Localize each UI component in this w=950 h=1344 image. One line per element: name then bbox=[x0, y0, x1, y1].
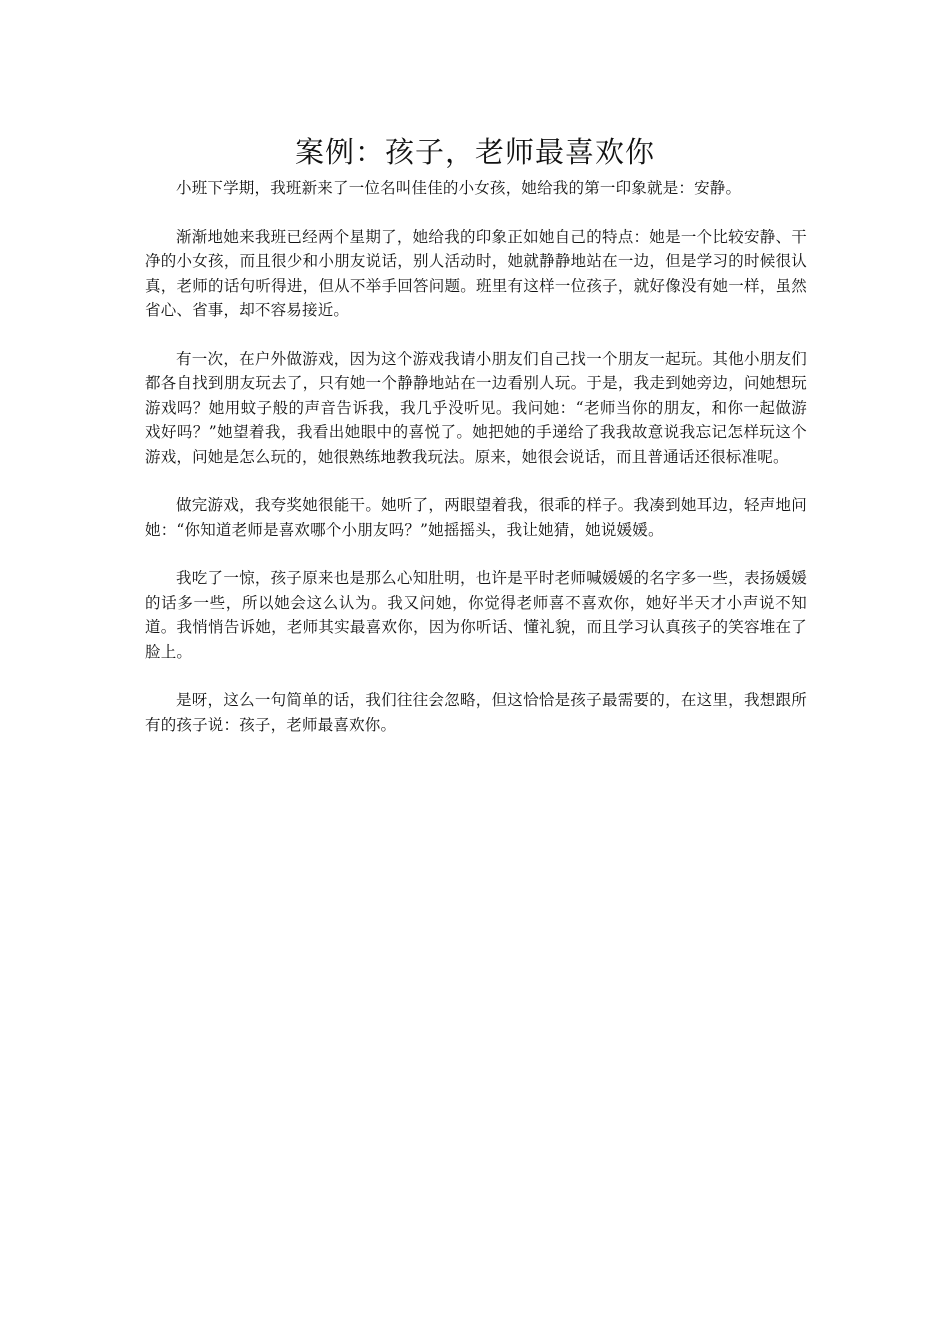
paragraph-6: 是呀，这么一句简单的话，我们往往会忽略，但这恰恰是孩子最需要的，在这里，我想跟所有的孩子说：孩子，老师最喜欢你。 bbox=[145, 691, 807, 734]
paragraph-5: 我吃了一惊，孩子原来也是那么心知肚明，也许是平时老师喊媛媛的名字多一些，表扬媛媛的话多一些，所以她会这么认为。我又问她，你觉得老师喜不喜欢你，她好半天才小声说不知道。我悄悄告诉她，老师其实最喜欢你，因为你听话、懂礼貌，而且学习认真孩子的笑容堆在了脸上。 bbox=[145, 569, 807, 661]
document-body bbox=[145, 176, 807, 761]
paragraph-1: 小班下学期，我班新来了一位名叫佳佳的小女孩，她给我的第一印象就是：安静。 bbox=[176, 179, 742, 197]
paragraph-2: 渐渐地她来我班已经两个星期了，她给我的印象正如她自己的特点：她是一个比较安静、干净的小女孩，而且很少和小朋友说话，别人活动时，她就静静地站在一边，但是学习的时候很认真，老师的话句听得进，但从不举手回答问题。班里有这样一位孩子，就好像没有她一样，虽然省心、省事，却不容易接近。 bbox=[145, 227, 807, 319]
paragraph-4: 做完游戏，我夸奖她很能干。她听了，两眼望着我，很乖的样子。我凑到她耳边，轻声地问她：“你知道老师是喜欢哪个小朋友吗？”她摇摇头，我让她猜，她说媛媛。 bbox=[145, 496, 807, 539]
document-title: 案例：孩子，老师最喜欢你 bbox=[294, 135, 655, 169]
paragraph-3: 有一次，在户外做游戏，因为这个游戏我请小朋友们自己找一个朋友一起玩。其他小朋友们都各自找到朋友玩去了，只有她一个静静地站在一边看别人玩。于是，我走到她旁边，问她想玩游戏吗？她用蚊子般的声音告诉我，我几乎没听见。我问她：“老师当你的朋友，和你一起做游戏好吗？”她望着我，我看出她眼中的喜悦了。她把她的手递给了我我故意说我忘记怎样玩这个游戏，问她是怎么玩的，她很熟练地教我玩法。原来，她很会说话，而且普通话还很标准呢。 bbox=[145, 349, 807, 466]
